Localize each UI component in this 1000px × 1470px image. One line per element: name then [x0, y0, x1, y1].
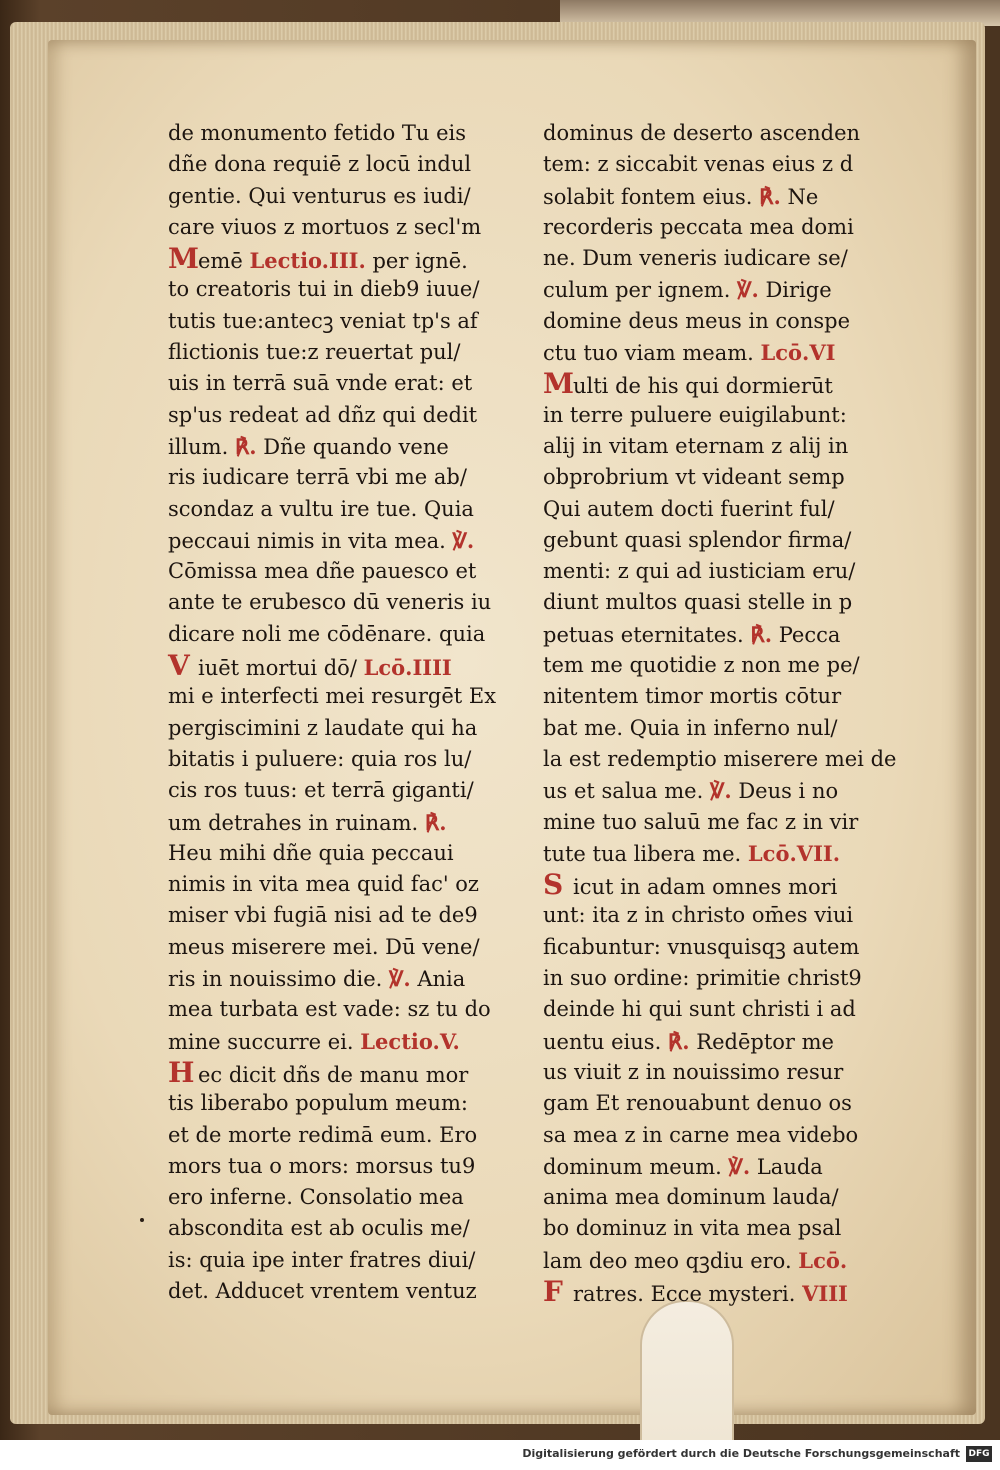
line-text: uentu eius.: [543, 1029, 668, 1054]
text-line: det. Adducet vrentem ventuz: [168, 1278, 477, 1303]
line-text: iuēt mortui dō/: [198, 656, 364, 681]
rubric-marker: Lcō.: [798, 1247, 848, 1273]
text-line: la est redemptio miserere mei de: [543, 746, 897, 771]
text-line: diunt multos quasi stelle in p: [543, 590, 853, 615]
rubric-initial: H: [168, 1055, 195, 1089]
text-line: [543, 337, 903, 368]
text-line: is: quia ipe inter fratres diui/: [168, 1247, 476, 1272]
text-line: in suo ordine: primitie christ9: [543, 966, 862, 991]
text-line: tutis tue:antecꝫ veniat tp's af: [168, 308, 478, 333]
line-text: lam deo meo qꝫdiu ero.: [543, 1248, 799, 1273]
line-text: illum.: [168, 434, 235, 459]
text-line: nitentem timor mortis cōtur: [543, 684, 842, 709]
line-text-after: Dñe quando vene: [256, 434, 449, 459]
rubric-initial: M: [168, 242, 199, 276]
text-line: Cōmissa mea dñe pauesco et: [168, 559, 477, 584]
line-text-after: Lauda: [750, 1154, 823, 1179]
text-line: de monumento fetido Tu eis: [168, 121, 467, 145]
text-line: bo dominuz in vita mea psal: [543, 1216, 842, 1241]
text-line: [543, 1151, 903, 1182]
text-line: [543, 775, 903, 806]
line-text-after: Ne: [780, 184, 819, 209]
text-line: domine deus meus in conspe: [543, 308, 851, 333]
text-line: obprobrium vt videant semp: [543, 465, 845, 490]
rubric-marker: ℟.: [667, 1028, 690, 1054]
line-text-after: per ignē.: [365, 249, 468, 274]
text-line: dominus de deserto ascenden: [543, 121, 861, 145]
text-line: gebunt quasi splendor firma/: [543, 527, 852, 552]
rubric-marker: ℣.: [737, 277, 759, 303]
text-line: pergiscimini z laudate qui ha: [168, 715, 478, 740]
text-line: [168, 525, 528, 556]
dfg-logo-icon: DFG: [966, 1446, 992, 1462]
rubric-initial: F: [543, 1274, 563, 1308]
text-column-left: [168, 118, 528, 1307]
text-line: [168, 243, 528, 274]
text-line: mine tuo saluū me fac z in vir: [543, 809, 859, 834]
line-text: peccaui nimis in vita mea.: [168, 528, 453, 553]
line-text: emē: [198, 249, 250, 274]
footer-credit-text: Digitalisierung gefördert durch die Deutsche Forschungsgemeinschaft: [522, 1447, 960, 1460]
text-line: [543, 1245, 903, 1276]
line-text: ctu tuo viam meam.: [543, 341, 761, 366]
text-line: flictionis tue:z reuertat pul/: [168, 340, 461, 365]
text-line: uis in terrā suā vnde erat: et: [168, 371, 473, 396]
text-line: miser vbi fugiā nisi ad te de9: [168, 903, 478, 928]
rubric-initial: V: [168, 649, 190, 683]
line-text: culum per ignem.: [543, 278, 738, 303]
text-line: scondaz a vultu ire tue. Quia: [168, 496, 474, 521]
text-line: mors tua o mors: morsus tu9: [168, 1153, 476, 1178]
line-text: us et salua me.: [543, 779, 710, 804]
text-line: unt: ita z in christo om̄es viui: [543, 903, 854, 928]
text-line: in terre puluere euigilabunt:: [543, 402, 847, 427]
text-line: abscondita est ab oculis me/: [168, 1216, 470, 1241]
text-line: [543, 274, 903, 305]
text-line: [543, 1026, 903, 1057]
rubric-marker: ℟.: [234, 433, 257, 459]
thumb-tab: [640, 1300, 734, 1440]
rubric-marker: Lcō.IIII: [363, 655, 452, 681]
rubric-marker: Lcō.VII.: [747, 840, 841, 866]
rubric-marker: ℣.: [452, 527, 475, 553]
line-text: tute tua libera me.: [543, 841, 748, 866]
text-line: ris iudicare terrā vbi me ab/: [168, 465, 467, 490]
text-column-right: [543, 118, 903, 1307]
line-text: dominum meum.: [543, 1154, 729, 1179]
text-line: [168, 1057, 528, 1088]
text-line: ero inferne. Consolatio mea: [168, 1185, 464, 1210]
text-line: alij in vitam eternam z alij in: [543, 433, 849, 458]
text-line: deinde hi qui sunt christi i ad: [543, 997, 856, 1022]
text-line: [168, 807, 528, 838]
line-text: icut in adam omnes mori: [573, 875, 838, 900]
rubric-marker: ℣.: [388, 966, 411, 992]
rubric-initial: M: [543, 367, 574, 401]
text-line: care viuos z mortuos z secl'm: [168, 214, 482, 239]
line-text: um detrahes in ruinam.: [168, 810, 425, 835]
text-line: [543, 1276, 903, 1307]
text-line: [543, 181, 903, 212]
rubric-marker: Lectio.III.: [249, 248, 366, 274]
text-line: gentie. Qui venturus es iudi/: [168, 183, 471, 208]
text-line: cis ros tuus: et terrā giganti/: [168, 778, 474, 803]
text-line: [543, 368, 903, 399]
line-text: solabit fontem eius.: [543, 184, 760, 209]
rubric-marker: ℟.: [424, 809, 447, 835]
text-line: Qui autem docti fuerint ful/: [543, 496, 835, 521]
line-text: ris in nouissimo die.: [168, 967, 389, 992]
rubric-marker: Lectio.V.: [360, 1028, 460, 1054]
rubric-marker: ℟.: [750, 621, 773, 647]
rubric-marker: ℟.: [759, 183, 781, 209]
text-line: tem: z siccabit venas eius z d: [543, 152, 854, 177]
text-line: bat me. Quia in inferno nul/: [543, 715, 838, 740]
text-line: [168, 1026, 528, 1057]
footer-bar: [0, 1440, 1000, 1470]
text-line: [168, 431, 528, 462]
text-line: menti: z qui ad iusticiam eru/: [543, 559, 856, 584]
text-line: ante te erubesco dū veneris iu: [168, 590, 492, 615]
text-line: mea turbata est vade: sz tu do: [168, 997, 491, 1022]
text-line: meus miserere mei. Dū vene/: [168, 934, 480, 959]
rubric-marker: ℣.: [728, 1153, 751, 1179]
text-line: [543, 619, 903, 650]
line-text-after: Pecca: [772, 622, 841, 647]
text-line: dicare noli me cōdēnare. quia: [168, 621, 486, 646]
text-line: gam Et renouabunt denuo os: [543, 1091, 852, 1116]
text-line: sp'us redeat ad dñz qui dedit: [168, 402, 478, 427]
line-text-after: Deus i no: [731, 779, 839, 804]
text-line: ficabuntur: vnusquisqꝫ autem: [543, 934, 860, 959]
line-text: ratres. Ecce mysteri.: [573, 1281, 803, 1306]
rubric-marker: VIII: [802, 1280, 848, 1306]
line-text: ulti de his qui dormierūt: [573, 374, 833, 399]
text-line: tem me quotidie z non me pe/: [543, 653, 860, 678]
line-text-after: Dirige: [758, 278, 832, 303]
rubric-marker: Lcō.VI: [760, 340, 836, 366]
text-line: anima mea dominum lauda/: [543, 1185, 839, 1210]
text-line: Heu mihi dñe quia peccaui: [168, 840, 454, 865]
text-line: [543, 869, 903, 900]
text-line: [168, 650, 528, 681]
ink-dot: [140, 1218, 144, 1222]
line-text: mine succurre ei.: [168, 1029, 361, 1054]
text-line: recorderis peccata mea domi: [543, 214, 854, 239]
rubric-marker: ℣.: [709, 778, 732, 804]
text-line: to creatoris tui in dieb9 iuue/: [168, 277, 480, 302]
text-line: et de morte redimā eum. Ero: [168, 1122, 478, 1147]
text-line: nimis in vita mea quid fac' oz: [168, 872, 480, 897]
line-text-after: Ania: [410, 967, 466, 992]
text-line: sa mea z in carne mea videbo: [543, 1122, 859, 1147]
line-text-after: Redēptor me: [689, 1029, 834, 1054]
line-text: petuas eternitates.: [543, 622, 751, 647]
text-line: tis liberabo populum meum:: [168, 1091, 468, 1116]
line-text: ec dicit dñs de manu mor: [198, 1062, 469, 1087]
text-line: [168, 963, 528, 994]
text-line: mi e interfecti mei resurgēt Ex: [168, 684, 497, 709]
text-line: [543, 838, 903, 869]
text-line: us viuit z in nouissimo resur: [543, 1059, 844, 1084]
text-line: ne. Dum veneris iudicare se/: [543, 246, 848, 271]
text-line: bitatis i puluere: quia ros lu/: [168, 746, 472, 771]
text-line: dñe dona requiē z locū indul: [168, 152, 472, 177]
rubric-initial: S: [543, 868, 564, 902]
